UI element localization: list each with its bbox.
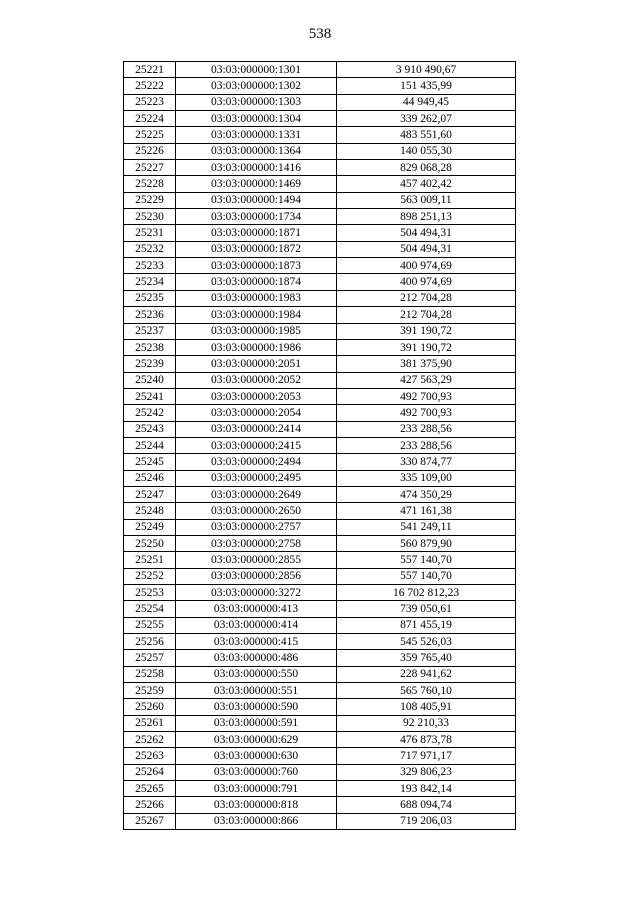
cadastral-number-cell: 03:03:000000:550 xyxy=(176,666,337,682)
cadastral-number-cell: 03:03:000000:2649 xyxy=(176,486,337,502)
row-number-cell: 25254 xyxy=(124,601,176,617)
row-number-cell: 25266 xyxy=(124,797,176,813)
table-row xyxy=(124,258,516,274)
row-number-cell: 25229 xyxy=(124,192,176,208)
cadastral-value-cell: 400 974,69 xyxy=(337,274,516,290)
table-row xyxy=(124,535,516,551)
row-number-cell: 25260 xyxy=(124,699,176,715)
table-row xyxy=(124,405,516,421)
table-row xyxy=(124,241,516,257)
cadastral-value-cell: 719 206,03 xyxy=(337,813,516,829)
cadastral-value-cell: 541 249,11 xyxy=(337,519,516,535)
cadastral-number-cell: 03:03:000000:2054 xyxy=(176,405,337,421)
row-number-cell: 25222 xyxy=(124,78,176,94)
cadastral-number-cell: 03:03:000000:2855 xyxy=(176,552,337,568)
table-row xyxy=(124,781,516,797)
row-number-cell: 25228 xyxy=(124,176,176,192)
cadastral-value-cell: 233 288,56 xyxy=(337,437,516,453)
cadastral-number-cell: 03:03:000000:486 xyxy=(176,650,337,666)
cadastral-value-cell: 688 094,74 xyxy=(337,797,516,813)
row-number-cell: 25225 xyxy=(124,127,176,143)
cadastral-number-cell: 03:03:000000:760 xyxy=(176,764,337,780)
table-row xyxy=(124,176,516,192)
cadastral-value-cell: 560 879,90 xyxy=(337,535,516,551)
table-row xyxy=(124,634,516,650)
cadastral-value-cell: 140 055,30 xyxy=(337,143,516,159)
cadastral-number-cell: 03:03:000000:2758 xyxy=(176,535,337,551)
table-row xyxy=(124,62,516,78)
cadastral-number-cell: 03:03:000000:1301 xyxy=(176,62,337,78)
row-number-cell: 25256 xyxy=(124,634,176,650)
cadastral-value-table xyxy=(123,61,516,830)
table-row xyxy=(124,715,516,731)
row-number-cell: 25238 xyxy=(124,339,176,355)
cadastral-number-cell: 03:03:000000:1983 xyxy=(176,290,337,306)
row-number-cell: 25232 xyxy=(124,241,176,257)
row-number-cell: 25261 xyxy=(124,715,176,731)
table-row xyxy=(124,601,516,617)
row-number-cell: 25227 xyxy=(124,160,176,176)
cadastral-number-cell: 03:03:000000:1302 xyxy=(176,78,337,94)
table-row xyxy=(124,813,516,829)
cadastral-value-cell: 504 494,31 xyxy=(337,225,516,241)
row-number-cell: 25241 xyxy=(124,388,176,404)
cadastral-value-cell: 557 140,70 xyxy=(337,568,516,584)
cadastral-value-cell: 151 435,99 xyxy=(337,78,516,94)
cadastral-number-cell: 03:03:000000:551 xyxy=(176,683,337,699)
cadastral-value-cell: 16 702 812,23 xyxy=(337,585,516,601)
cadastral-number-cell: 03:03:000000:2494 xyxy=(176,454,337,470)
cadastral-number-cell: 03:03:000000:590 xyxy=(176,699,337,715)
row-number-cell: 25250 xyxy=(124,535,176,551)
cadastral-value-cell: 381 375,90 xyxy=(337,356,516,372)
cadastral-value-cell: 471 161,38 xyxy=(337,503,516,519)
table-row xyxy=(124,797,516,813)
cadastral-value-cell: 476 873,78 xyxy=(337,732,516,748)
table-row xyxy=(124,568,516,584)
table-row xyxy=(124,274,516,290)
row-number-cell: 25242 xyxy=(124,405,176,421)
cadastral-value-cell: 339 262,07 xyxy=(337,111,516,127)
cadastral-number-cell: 03:03:000000:1986 xyxy=(176,339,337,355)
cadastral-number-cell: 03:03:000000:3272 xyxy=(176,585,337,601)
table-row xyxy=(124,552,516,568)
table-row xyxy=(124,225,516,241)
row-number-cell: 25235 xyxy=(124,290,176,306)
row-number-cell: 25265 xyxy=(124,781,176,797)
row-number-cell: 25239 xyxy=(124,356,176,372)
row-number-cell: 25262 xyxy=(124,732,176,748)
table-row xyxy=(124,519,516,535)
row-number-cell: 25246 xyxy=(124,470,176,486)
row-number-cell: 25226 xyxy=(124,143,176,159)
row-number-cell: 25233 xyxy=(124,258,176,274)
cadastral-number-cell: 03:03:000000:2052 xyxy=(176,372,337,388)
cadastral-number-cell: 03:03:000000:630 xyxy=(176,748,337,764)
cadastral-value-cell: 898 251,13 xyxy=(337,209,516,225)
cadastral-number-cell: 03:03:000000:818 xyxy=(176,797,337,813)
cadastral-value-cell: 545 526,03 xyxy=(337,634,516,650)
page-number: 538 xyxy=(308,26,332,42)
row-number-cell: 25223 xyxy=(124,94,176,110)
table-row xyxy=(124,421,516,437)
row-number-cell: 25267 xyxy=(124,813,176,829)
table-row xyxy=(124,356,516,372)
row-number-cell: 25230 xyxy=(124,209,176,225)
cadastral-value-cell: 44 949,45 xyxy=(337,94,516,110)
table-row xyxy=(124,585,516,601)
cadastral-value-cell: 233 288,56 xyxy=(337,421,516,437)
row-number-cell: 25252 xyxy=(124,568,176,584)
row-number-cell: 25248 xyxy=(124,503,176,519)
cadastral-number-cell: 03:03:000000:1469 xyxy=(176,176,337,192)
table-row xyxy=(124,617,516,633)
row-number-cell: 25240 xyxy=(124,372,176,388)
table-row xyxy=(124,699,516,715)
table-row xyxy=(124,127,516,143)
cadastral-number-cell: 03:03:000000:1984 xyxy=(176,307,337,323)
row-number-cell: 25255 xyxy=(124,617,176,633)
row-number-cell: 25251 xyxy=(124,552,176,568)
row-number-cell: 25237 xyxy=(124,323,176,339)
row-number-cell: 25263 xyxy=(124,748,176,764)
cadastral-number-cell: 03:03:000000:591 xyxy=(176,715,337,731)
cadastral-number-cell: 03:03:000000:1304 xyxy=(176,111,337,127)
row-number-cell: 25253 xyxy=(124,585,176,601)
table-row xyxy=(124,290,516,306)
cadastral-number-cell: 03:03:000000:1331 xyxy=(176,127,337,143)
table-row xyxy=(124,160,516,176)
cadastral-value-cell: 557 140,70 xyxy=(337,552,516,568)
row-number-cell: 25221 xyxy=(124,62,176,78)
cadastral-number-cell: 03:03:000000:629 xyxy=(176,732,337,748)
row-number-cell: 25224 xyxy=(124,111,176,127)
table-row xyxy=(124,372,516,388)
row-number-cell: 25247 xyxy=(124,486,176,502)
cadastral-value-cell: 92 210,33 xyxy=(337,715,516,731)
cadastral-value-cell: 563 009,11 xyxy=(337,192,516,208)
cadastral-value-cell: 483 551,60 xyxy=(337,127,516,143)
cadastral-value-cell: 717 971,17 xyxy=(337,748,516,764)
cadastral-value-cell: 871 455,19 xyxy=(337,617,516,633)
cadastral-number-cell: 03:03:000000:1873 xyxy=(176,258,337,274)
cadastral-value-cell: 427 563,29 xyxy=(337,372,516,388)
row-number-cell: 25249 xyxy=(124,519,176,535)
cadastral-value-cell: 474 350,29 xyxy=(337,486,516,502)
cadastral-value-cell: 212 704,28 xyxy=(337,307,516,323)
cadastral-value-cell: 330 874,77 xyxy=(337,454,516,470)
cadastral-number-cell: 03:03:000000:1494 xyxy=(176,192,337,208)
cadastral-number-cell: 03:03:000000:1734 xyxy=(176,209,337,225)
table-row xyxy=(124,454,516,470)
row-number-cell: 25257 xyxy=(124,650,176,666)
table-row xyxy=(124,78,516,94)
table-row xyxy=(124,94,516,110)
cadastral-number-cell: 03:03:000000:415 xyxy=(176,634,337,650)
row-number-cell: 25231 xyxy=(124,225,176,241)
cadastral-value-cell: 3 910 490,67 xyxy=(337,62,516,78)
cadastral-value-cell: 492 700,93 xyxy=(337,388,516,404)
cadastral-value-cell: 400 974,69 xyxy=(337,258,516,274)
cadastral-number-cell: 03:03:000000:2856 xyxy=(176,568,337,584)
table-body xyxy=(124,62,516,830)
cadastral-number-cell: 03:03:000000:1364 xyxy=(176,143,337,159)
table-row xyxy=(124,503,516,519)
cadastral-number-cell: 03:03:000000:2051 xyxy=(176,356,337,372)
cadastral-number-cell: 03:03:000000:1872 xyxy=(176,241,337,257)
cadastral-value-cell: 212 704,28 xyxy=(337,290,516,306)
cadastral-value-cell: 492 700,93 xyxy=(337,405,516,421)
table-row xyxy=(124,307,516,323)
cadastral-value-cell: 359 765,40 xyxy=(337,650,516,666)
cadastral-value-cell: 108 405,91 xyxy=(337,699,516,715)
cadastral-value-cell: 504 494,31 xyxy=(337,241,516,257)
cadastral-value-cell: 329 806,23 xyxy=(337,764,516,780)
table-row xyxy=(124,209,516,225)
table-row xyxy=(124,111,516,127)
cadastral-number-cell: 03:03:000000:1874 xyxy=(176,274,337,290)
cadastral-number-cell: 03:03:000000:2757 xyxy=(176,519,337,535)
cadastral-number-cell: 03:03:000000:2495 xyxy=(176,470,337,486)
cadastral-value-cell: 391 190,72 xyxy=(337,339,516,355)
row-number-cell: 25259 xyxy=(124,683,176,699)
cadastral-number-cell: 03:03:000000:2650 xyxy=(176,503,337,519)
row-number-cell: 25244 xyxy=(124,437,176,453)
row-number-cell: 25236 xyxy=(124,307,176,323)
table-row xyxy=(124,143,516,159)
cadastral-value-cell: 457 402,42 xyxy=(337,176,516,192)
table-row xyxy=(124,192,516,208)
cadastral-value-cell: 391 190,72 xyxy=(337,323,516,339)
table-row xyxy=(124,470,516,486)
cadastral-number-cell: 03:03:000000:1985 xyxy=(176,323,337,339)
table-row xyxy=(124,748,516,764)
row-number-cell: 25234 xyxy=(124,274,176,290)
row-number-cell: 25258 xyxy=(124,666,176,682)
cadastral-value-cell: 739 050,61 xyxy=(337,601,516,617)
cadastral-number-cell: 03:03:000000:866 xyxy=(176,813,337,829)
cadastral-number-cell: 03:03:000000:2415 xyxy=(176,437,337,453)
cadastral-value-cell: 335 109,00 xyxy=(337,470,516,486)
cadastral-number-cell: 03:03:000000:1303 xyxy=(176,94,337,110)
cadastral-number-cell: 03:03:000000:414 xyxy=(176,617,337,633)
cadastral-number-cell: 03:03:000000:413 xyxy=(176,601,337,617)
table-row xyxy=(124,437,516,453)
cadastral-number-cell: 03:03:000000:2414 xyxy=(176,421,337,437)
table-row xyxy=(124,764,516,780)
cadastral-number-cell: 03:03:000000:791 xyxy=(176,781,337,797)
table-row xyxy=(124,666,516,682)
table-row xyxy=(124,650,516,666)
table-row xyxy=(124,486,516,502)
table-row xyxy=(124,388,516,404)
cadastral-value-cell: 228 941,62 xyxy=(337,666,516,682)
row-number-cell: 25245 xyxy=(124,454,176,470)
row-number-cell: 25264 xyxy=(124,764,176,780)
cadastral-number-cell: 03:03:000000:1871 xyxy=(176,225,337,241)
cadastral-value-cell: 193 842,14 xyxy=(337,781,516,797)
cadastral-value-cell: 565 760,10 xyxy=(337,683,516,699)
row-number-cell: 25243 xyxy=(124,421,176,437)
cadastral-value-cell: 829 068,28 xyxy=(337,160,516,176)
table-row xyxy=(124,732,516,748)
table-row xyxy=(124,323,516,339)
cadastral-number-cell: 03:03:000000:2053 xyxy=(176,388,337,404)
table-row xyxy=(124,683,516,699)
table-row xyxy=(124,339,516,355)
cadastral-number-cell: 03:03:000000:1416 xyxy=(176,160,337,176)
